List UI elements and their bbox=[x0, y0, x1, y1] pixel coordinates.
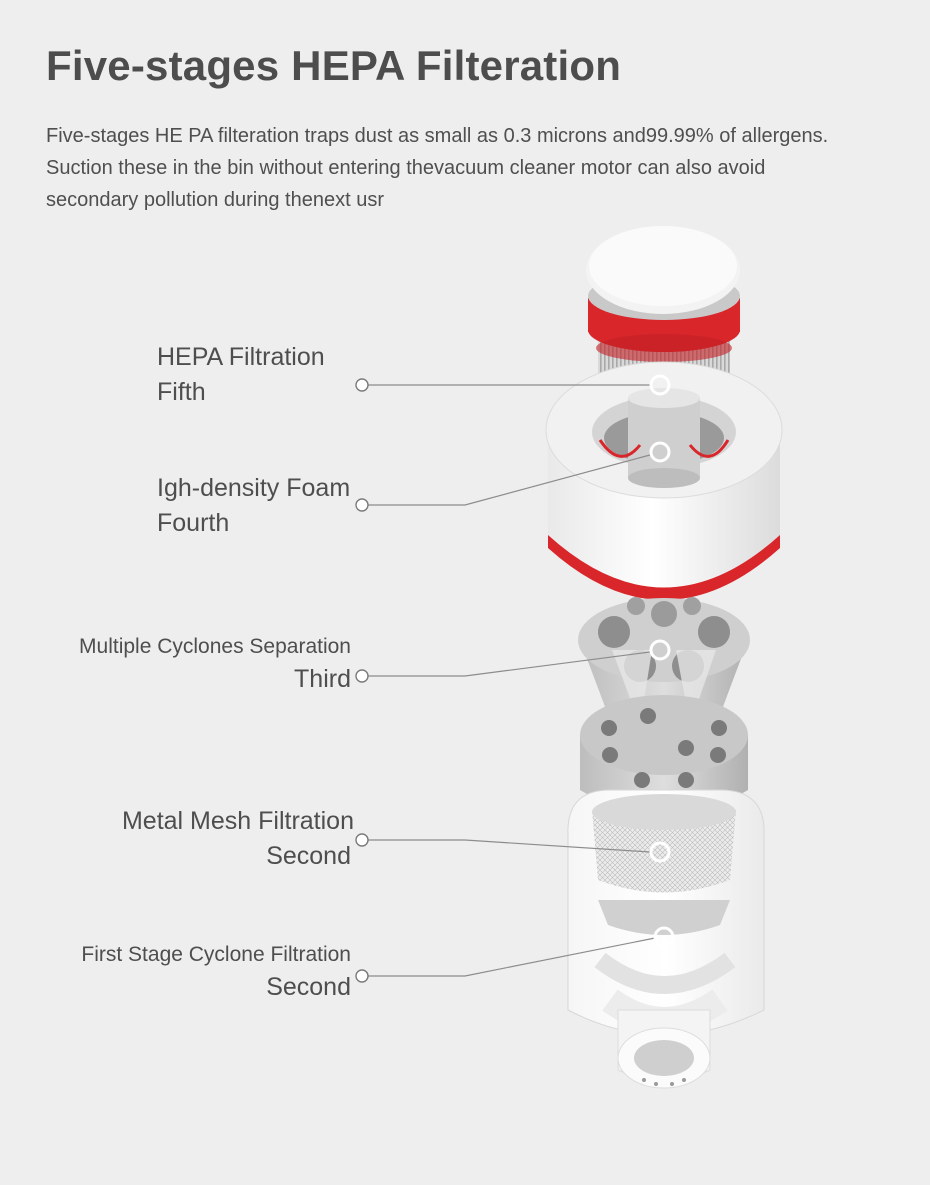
stage-label-first-cyclone bbox=[40, 940, 351, 1005]
stage-name: Multiple Cyclones Separation bbox=[79, 635, 351, 658]
description-line: Five-stages HE PA filteration traps dust as small as 0.3 microns and99.99% of allergens. bbox=[46, 125, 829, 147]
stage-name: First Stage Cyclone Filtration bbox=[81, 943, 351, 966]
stage-name: Igh-density Foam bbox=[157, 474, 351, 502]
callout-dot-3 bbox=[356, 670, 368, 682]
stage-name: HEPA Filtration bbox=[157, 343, 325, 371]
page-title: Five-stages HEPA Filteration bbox=[46, 42, 622, 89]
description-line: Suction these in the bin without entering thevacuum cleaner motor can also avoid bbox=[46, 157, 766, 179]
callout-dot-5 bbox=[356, 970, 368, 982]
foam-canister bbox=[546, 362, 782, 600]
stage-order: Fifth bbox=[157, 378, 206, 406]
stage-label-metal-mesh bbox=[40, 804, 354, 874]
callout-dot-2 bbox=[356, 499, 368, 511]
stage-order: Third bbox=[294, 665, 351, 693]
stage-name: Metal Mesh Filtration bbox=[121, 807, 354, 835]
stage-order: Fourth bbox=[157, 509, 230, 537]
stage-order: Second bbox=[266, 842, 351, 870]
stage-order: Second bbox=[266, 973, 351, 1001]
callout-dot-1 bbox=[356, 379, 368, 391]
stage-label-cyclones bbox=[40, 632, 351, 697]
stage-label-foam bbox=[157, 471, 350, 541]
inlet-tube bbox=[618, 1010, 710, 1088]
description-line: secondary pollution during thenext usr bbox=[46, 189, 384, 211]
dust-bin bbox=[568, 790, 764, 1035]
stage-label-hepa bbox=[157, 340, 325, 410]
callout-dot-4 bbox=[356, 834, 368, 846]
